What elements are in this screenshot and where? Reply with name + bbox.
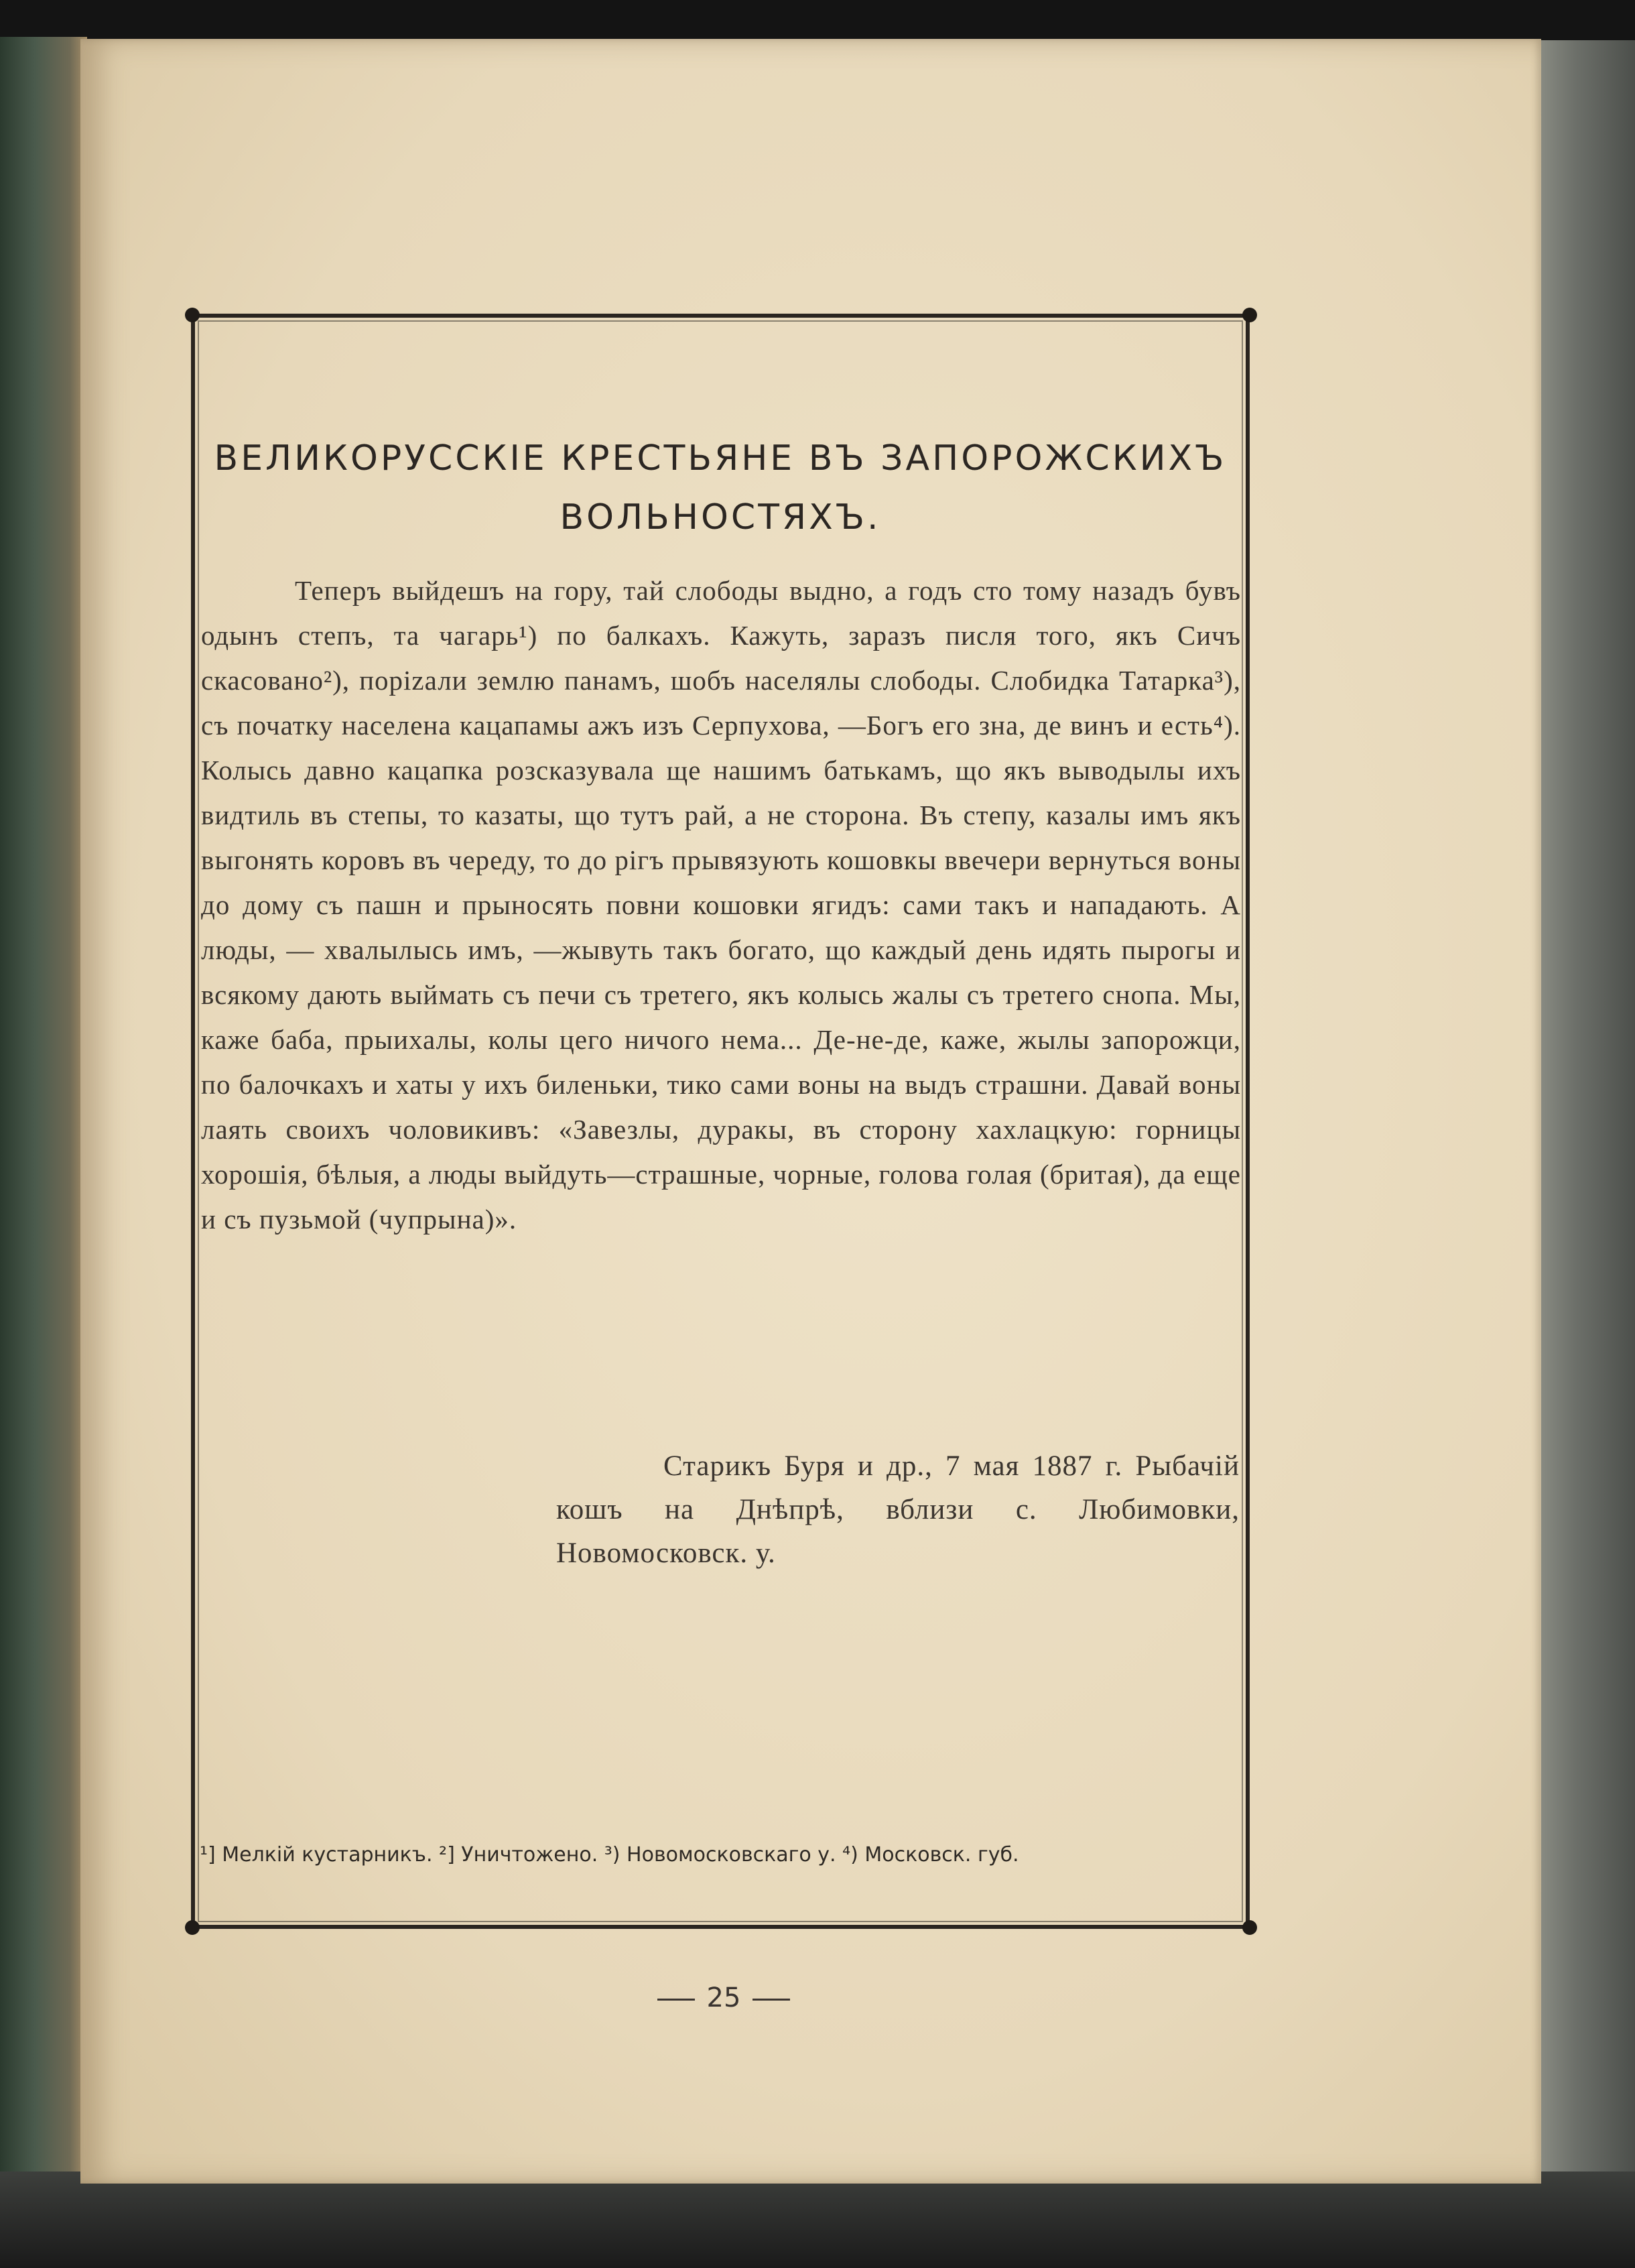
page-number-value: 25 [706,1982,741,2013]
article-title-line-2: ВОЛЬНОСТЯХЪ. [560,497,881,538]
footnotes: ¹] Мелкiй кустарникъ. ²] Уничтожено. ³) Новомосковскаго у. ⁴) Московск. губ. [200,1843,1019,1867]
frame-corner-bottom-right [1242,1920,1257,1935]
source-attribution: Старикъ Буря и др., 7 мая 1887 г. Рыбачiй кошъ на Днѣпрѣ, вблизи с. Любимовки, Новомосковск. у. [556,1450,1240,1569]
page-number-dash-left [657,1999,695,2001]
page-number [603,1982,844,2013]
article-title [201,429,1240,547]
scan-bottom-edge [0,2171,1635,2268]
book-cover-right [1534,40,1635,2228]
frame-corner-top-right [1242,308,1257,322]
book-cover-left [0,37,87,2228]
frame-corner-bottom-left [185,1920,200,1935]
page-number-dash-right [753,1999,790,2001]
article-body: Теперъ выйдешъ на гору, тай слободы выдно, а годъ сто тому назадъ бувъ одынъ степъ, та чагарь¹) по балкахъ. Кажуть, заразъ писля того, якъ Сичъ скасовано²), порizали землю панамъ, шобъ населялы слободы. Слобидка Татарка³), съ початку населена кацапамы ажъ изъ Серпухова, —Богъ его зна, де винъ и есть⁴). Колысь давно кацапка розсказувала ще нашимъ батькамъ, що якъ выводылы ихъ видтиль въ степы, то казаты, що тутъ рай, а не сторона. Въ степу, казалы имъ якъ выгонять коровъ въ череду, то до рiгъ прывязують кошовкы ввечери вернуться воны до дому съ пашн и прыносять повни кошовки ягидъ: сами такъ и нападають. А люды, — хвалылысь имъ, —жывуть такъ богато, що каждый день идять пырогы и всякому дають выймать съ печи съ третего, якъ колысь жалы съ третего снопа. Мы, каже баба, прыихалы, колы цего ничого нема... Де-не-де, каже, жылы запорожци, по балочкахъ и хаты у ихъ биленьки, тико сами воны на выдъ страшни. Давай воны лаять своихъ чоловикивъ: «Завезлы, дуракы, въ сторону хахлацкую: горницы хорошiя, бѣлыя, а люды выйдуть—страшные, чорные, голова голая (бритая), да еще и съ пузьмой (чупрына)». [201,575,1241,1235]
frame-corner-top-left [185,308,200,322]
article-title-line-1: ВЕЛИКОРУССКIЕ КРЕСТЬЯНЕ ВЪ ЗАПОРОЖСКИХЪ [214,438,1227,479]
